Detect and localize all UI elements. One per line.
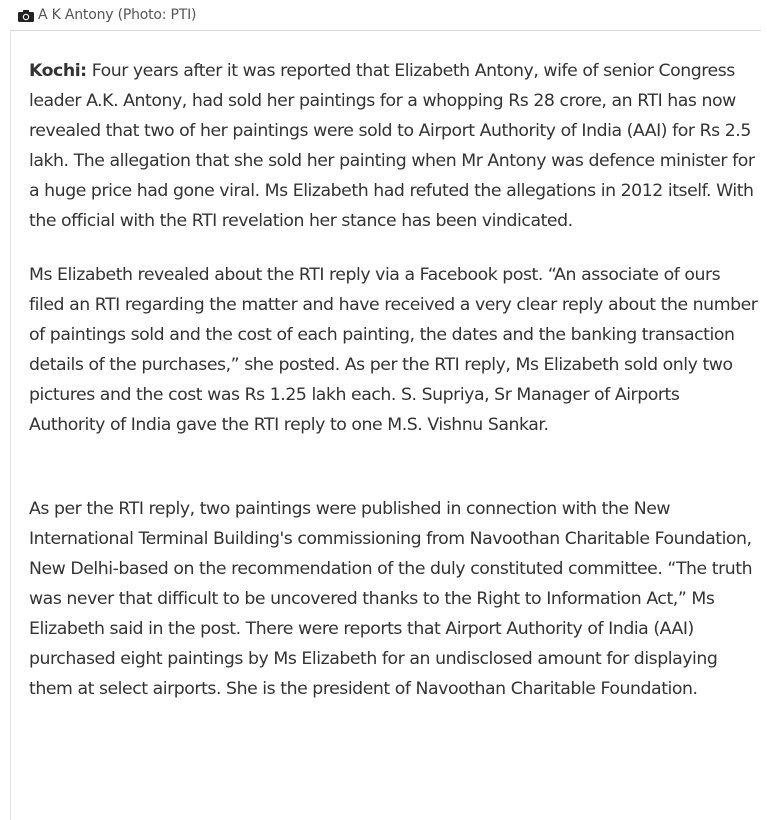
- paragraph-text: Four years after it was reported that Elizabeth Antony, wife of senior Congress leader A.K. Antony, had sold her paintings for a whopping Rs 28 crore, an RTI has now revealed that two of her paintings were sold to Airport Authority of India (AAI) for Rs 2.5 lakh. The allegation that she sold her painting when Mr Antony was defence minister for a huge price had gone viral. Ms Elizabeth had refuted the allegations in 2012 itself. With the official with the RTI revelation her stance has been vindicated.: [29, 61, 755, 231]
- caption-divider: [10, 30, 761, 31]
- article-paragraph-1: [29, 56, 759, 236]
- photo-caption: [0, 0, 767, 30]
- dateline: Kochi:: [29, 61, 87, 81]
- article-left-border: [10, 31, 11, 820]
- article-paragraph-2: Ms Elizabeth revealed about the RTI reply via a Facebook post. “An associate of ours filed an RTI regarding the matter and have received a very clear reply about the number of paintings sold and the cost of each painting, the dates and the banking transaction details of the purchases,” she posted. As per the RTI reply, Ms Elizabeth sold only two pictures and the cost was Rs 1.25 lakh each. S. Supriya, Sr Manager of Airports Authority of India gave the RTI reply to one M.S. Vishnu Sankar.: [29, 265, 758, 435]
- caption-text: A K Antony (Photo: PTI): [38, 7, 197, 23]
- article-body: [29, 56, 759, 704]
- camera-icon: [18, 10, 34, 22]
- article-paragraph-3: As per the RTI reply, two paintings were published in connection with the New International Terminal Building's commissioning from Navoothan Charitable Foundation, New Delhi-based on the recommendation of the duly constituted committee. “The truth was never that difficult to be uncovered thanks to the Right to Information Act,” Ms Elizabeth said in the post. There were reports that Airport Authority of India (AAI) purchased eight paintings by Ms Elizabeth for an undisclosed amount for displaying them at select airports. She is the president of Navoothan Charitable Foundation.: [29, 499, 753, 699]
